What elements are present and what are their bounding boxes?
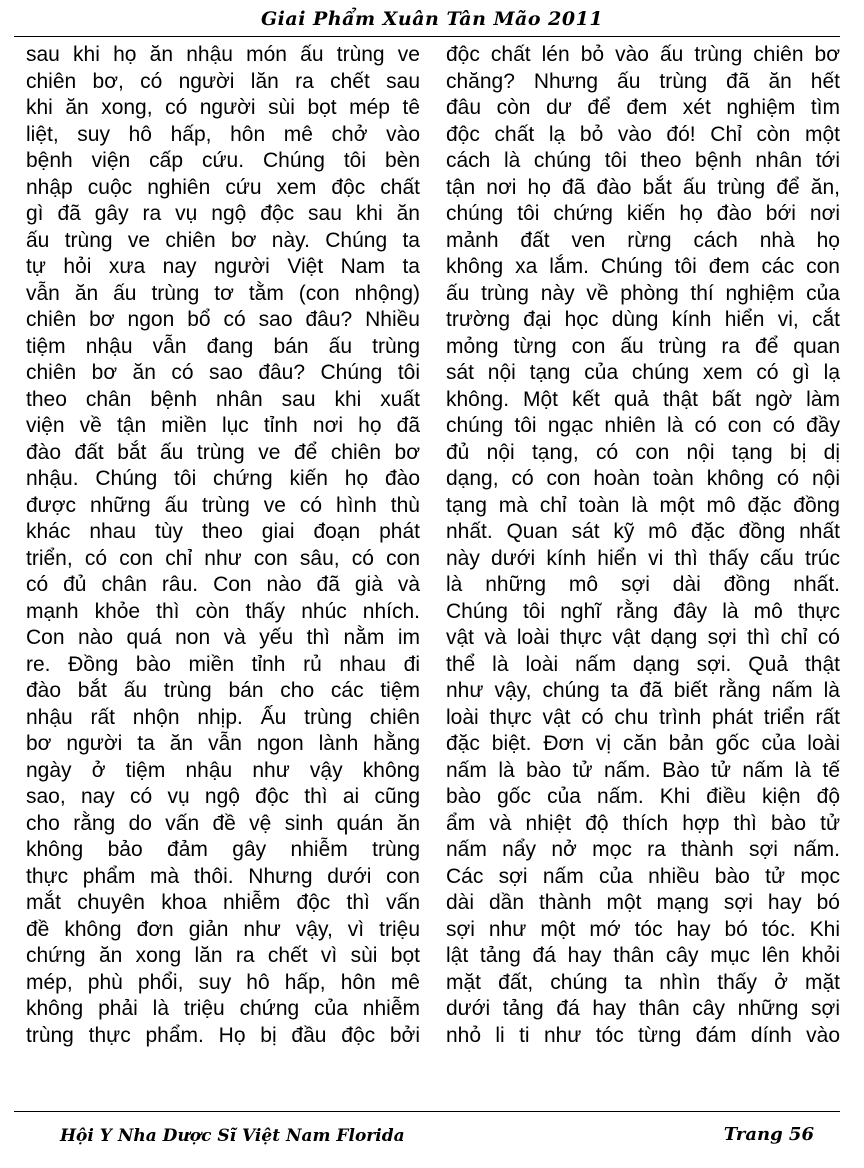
text-line: này dưới kính hiển vi thì thấy cấu trúc bbox=[446, 546, 840, 570]
text-line: mạnh khỏe thì còn thấy nhúc nhích. bbox=[26, 599, 420, 623]
right-text-column bbox=[446, 42, 840, 1049]
text-line: trường đại học dùng kính hiển vi, cắt bbox=[446, 308, 840, 331]
text-line: chúng tôi ngạc nhiên là có con có đầy bbox=[446, 414, 840, 437]
text-line: độc chất lén bỏ vào ấu trùng chiên bơ bbox=[446, 43, 840, 66]
text-line: re. Đồng bào miền tỉnh rủ nhau đi bbox=[26, 652, 420, 676]
text-line: tiệm nhậu vẫn đang bán ấu trùng bbox=[26, 334, 420, 358]
text-line: đào đất bắt ấu trùng ve để chiên bơ bbox=[26, 440, 420, 464]
text-line: nhập cuộc nghiên cứu xem độc chất bbox=[26, 175, 420, 199]
text-line: nấm nẩy nở mọc ra thành sợi nấm. bbox=[446, 838, 840, 861]
text-line: dài dần thành một mạng sợi hay bó bbox=[446, 891, 840, 914]
text-line: ấu trùng này về phòng thí nghiệm của bbox=[446, 281, 840, 305]
text-line: không xa lắm. Chúng tôi đem các con bbox=[446, 255, 840, 278]
text-line: chứng ăn xong lăn ra chết vì sùi bọt bbox=[26, 944, 420, 967]
header-divider bbox=[14, 36, 840, 37]
text-line: ấu trùng ve chiên bơ này. Chúng ta bbox=[26, 228, 420, 252]
text-line: mỏng từng con ấu trùng ra để quan bbox=[446, 334, 840, 358]
text-line: bơ người ta ăn vẫn ngon lành hằng bbox=[26, 732, 420, 755]
text-line: chăng? Nhưng ấu trùng đã ăn hết bbox=[446, 69, 840, 93]
text-line: chiên bơ ngon bổ có sao đâu? Nhiều bbox=[26, 308, 420, 331]
text-line: nhỏ li ti như tóc từng đám dính vào bbox=[446, 1023, 840, 1047]
text-line: nhậu. Chúng tôi chứng kiến họ đào bbox=[26, 467, 420, 490]
text-line: nhậu rất nhộn nhịp. Ấu trùng chiên bbox=[26, 705, 420, 729]
text-line: đâu còn dư để đem xét nghiệm tìm bbox=[446, 96, 840, 119]
left-text-column bbox=[26, 42, 420, 1049]
text-line: Các sợi nấm của nhiều bào tử mọc bbox=[446, 864, 840, 888]
footer-divider bbox=[14, 1111, 840, 1112]
text-line: không. Một kết quả thật bất ngờ làm bbox=[446, 387, 840, 411]
text-line: liệt, suy hô hấp, hôn mê chở vào bbox=[26, 122, 420, 146]
text-line: sát nội tạng của chúng xem có gì lạ bbox=[446, 361, 840, 384]
text-line: độc chất lạ bỏ vào đó! Chỉ còn một bbox=[446, 122, 840, 146]
page-header bbox=[0, 0, 864, 40]
text-line: thể là loài nấm dạng sợi. Quả thật bbox=[446, 652, 840, 676]
text-line: ngày ở tiệm nhậu như vậy không bbox=[26, 758, 420, 782]
text-line: khác nhau tùy theo giai đoạn phát bbox=[26, 520, 420, 543]
text-line: chiên bơ, có người lăn ra chết sau bbox=[26, 69, 420, 93]
text-line: loài thực vật có chu trình phát triển rất bbox=[446, 705, 840, 729]
text-line: mảnh đất ven rừng cách nhà họ bbox=[446, 228, 840, 252]
text-line: lật tảng đá hay thân cây mục lên khỏi bbox=[446, 944, 840, 967]
text-line: dạng, có con hoàn toàn không có nội bbox=[446, 467, 840, 490]
text-line: không phải là triệu chứng của nhiễm bbox=[26, 997, 420, 1020]
text-line: là những mô sợi dài đồng nhất. bbox=[446, 573, 840, 596]
text-line: sao, nay có vụ ngộ độc thì ai cũng bbox=[26, 785, 420, 808]
text-line: khi ăn xong, có người sùi bọt mép tê bbox=[26, 96, 420, 119]
text-line: viện về tận miền lục tỉnh nơi họ đã bbox=[26, 414, 420, 437]
text-line: mắt chuyên khoa nhiễm độc thì vấn bbox=[26, 891, 420, 914]
text-line: sau khi họ ăn nhậu món ấu trùng ve bbox=[26, 43, 420, 66]
publication-title: Giai Phẩm Xuân Tân Mão 2011 bbox=[260, 8, 604, 30]
text-line: đào bắt ấu trùng bán cho các tiệm bbox=[26, 679, 420, 702]
text-line: Chúng tôi nghĩ rằng đây là mô thực bbox=[446, 599, 840, 623]
text-line: nấm là bào tử nấm. Bào tử nấm là tế bbox=[446, 758, 840, 782]
text-line: đề không đơn giản như vậy, vì triệu bbox=[26, 917, 420, 941]
text-line: bệnh viện cấp cứu. Chúng tôi bèn bbox=[26, 149, 420, 172]
text-line: triển, có con chỉ như con sâu, có con bbox=[26, 546, 420, 570]
text-line: được những ấu trùng ve có hình thù bbox=[26, 493, 420, 517]
text-line: có đủ chân râu. Con nào đã già và bbox=[26, 573, 420, 596]
text-line: như vậy, chúng ta đã biết rằng nấm là bbox=[446, 679, 840, 702]
text-line: tự hỏi xưa nay người Việt Nam ta bbox=[26, 255, 420, 278]
text-line: ẩm và nhiệt độ thích hợp thì bào tử bbox=[446, 811, 840, 835]
text-line: dưới tảng đá hay thân cây những sợi bbox=[446, 997, 840, 1020]
text-line: vật và loài thực vật dạng sợi thì chỉ có bbox=[446, 626, 840, 649]
text-line: bào gốc của nấm. Khi điều kiện độ bbox=[446, 785, 840, 808]
text-line: cho rằng do vấn đề vệ sinh quán ăn bbox=[26, 811, 420, 835]
text-line: vẫn ăn ấu trùng tơ tằm (con nhộng) bbox=[26, 281, 420, 305]
text-line: sợi như một mớ tóc hay bó tóc. Khi bbox=[446, 917, 840, 941]
text-line: nhất. Quan sát kỹ mô đặc đồng nhất bbox=[446, 520, 840, 543]
text-line: cách là chúng tôi theo bệnh nhân tới bbox=[446, 149, 840, 172]
text-line: tận nơi họ đã đào bắt ấu trùng để ăn, bbox=[446, 175, 840, 199]
text-line: Con nào quá non và yếu thì nằm im bbox=[26, 626, 420, 649]
text-line: đủ nội tạng, có con nội tạng bị dị bbox=[446, 440, 840, 464]
text-line: chiên bơ ăn có sao đâu? Chúng tôi bbox=[26, 361, 420, 384]
text-line: thực phẩm mà thôi. Nhưng dưới con bbox=[26, 864, 420, 888]
page-number: Trang 56 bbox=[723, 1124, 814, 1145]
text-line: theo chân bệnh nhân sau khi xuất bbox=[26, 387, 420, 411]
text-line: không bảo đảm gây nhiễm trùng bbox=[26, 838, 420, 861]
text-line: mặt đất, chúng ta nhìn thấy ở mặt bbox=[446, 970, 840, 994]
text-line: tạng mà chỉ toàn là một mô đặc đồng bbox=[446, 493, 840, 517]
text-line: trùng thực phẩm. Họ bị đầu độc bởi bbox=[26, 1023, 420, 1047]
text-line: mép, phù phổi, suy hô hấp, hôn mê bbox=[26, 970, 420, 994]
text-line: đặc biệt. Đơn vị căn bản gốc của loài bbox=[446, 732, 840, 755]
text-line: gì đã gây ra vụ ngộ độc sau khi ăn bbox=[26, 202, 420, 225]
text-line: chúng tôi chứng kiến họ đào bới nơi bbox=[446, 202, 840, 225]
footer-organization: Hội Y Nha Dược Sĩ Việt Nam Florida bbox=[60, 1126, 405, 1146]
